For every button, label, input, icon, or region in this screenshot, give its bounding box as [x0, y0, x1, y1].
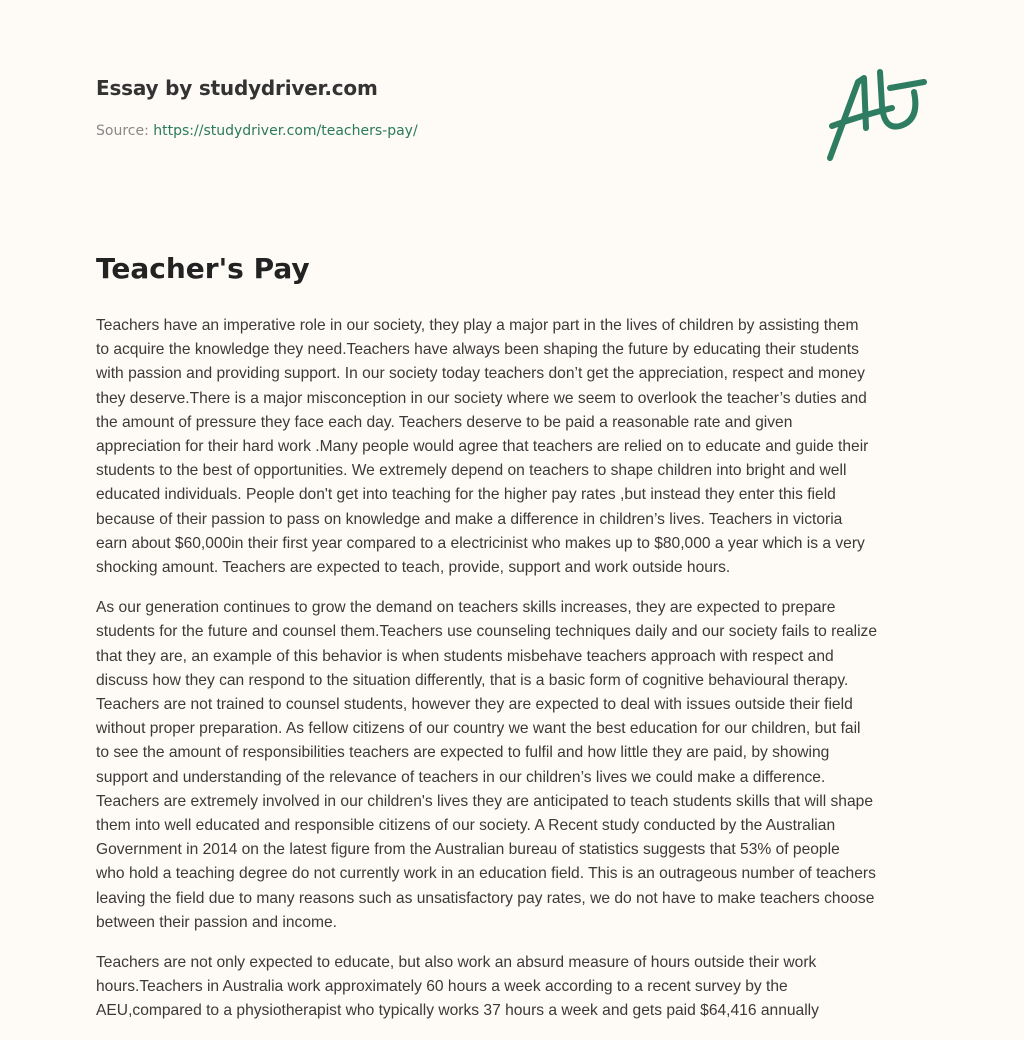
- paragraph-line: earn about $60,000in their first year compared to a electricinist who makes up to $80,000 a year which is a very: [96, 534, 865, 552]
- paragraph-line: that they are, an example of this behavior is when students misbehave teachers approach with respect and: [96, 647, 834, 665]
- paragraph-line: them into well educated and responsible citizens of our society. A Recent study conducted by the Australian: [96, 817, 836, 835]
- source-line: [96, 123, 418, 139]
- paragraph-line: students for the future and counsel them.Teachers use counseling techniques daily and our society fails to realize: [96, 623, 878, 641]
- source-label: Source:: [96, 123, 149, 139]
- paragraph-line: because of their passion to pass on knowledge and make a difference in children’s lives. Teachers in victoria: [96, 510, 843, 528]
- a-plus-logo-icon: [820, 68, 930, 164]
- paragraph-line: Teachers are extremely involved in our children's lives they are anticipated to teach students skills that will shape: [96, 792, 873, 810]
- source-link[interactable]: https://studydriver.com/teachers-pay/: [153, 123, 418, 139]
- essay-paragraph: [96, 596, 946, 935]
- paragraph-line: to see the amount of responsibilities teachers are expected to fulfil and how little they are paid, by showing: [96, 744, 830, 762]
- paragraph-line: appreciation for their hard work .Many people would agree that teachers are relied on to educate and guide their: [96, 438, 869, 456]
- paragraph-line: Government in 2014 on the latest figure from the Australian bureau of statistics suggests that 53% of people: [96, 841, 840, 859]
- paragraph-line: Teachers have an imperative role in our society, they play a major part in the lives of children by assisting them: [96, 317, 859, 334]
- paragraph-line: they deserve.There is a major misconception in our society where we seem to overlook the teacher’s duties and: [96, 389, 867, 407]
- paragraph-line: discuss how they can respond to the situation differently, that is a basic form of cognitive behavioural therapy.: [96, 671, 849, 689]
- paragraph-line: to acquire the knowledge they need.Teachers have always been shaping the future by educating their students: [96, 341, 859, 359]
- paragraph-line: the amount of pressure they face each day. Teachers deserve to be paid a reasonable rate and given: [96, 413, 793, 431]
- paragraph-line: with passion and providing support. In our society today teachers don’t get the appreciation, respect and money: [96, 365, 865, 383]
- essay-paragraph: [96, 314, 946, 580]
- paragraph-line: As our generation continues to grow the demand on teachers skills increases, they are expected to prepare: [96, 599, 836, 617]
- paragraph-line: leaving the field due to many reasons such as unsatisfactory pay rates, we do not have to make teachers choose: [96, 889, 875, 907]
- essay-title: Teacher's Pay: [96, 252, 310, 285]
- paragraph-line: hours.Teachers in Australia work approximately 60 hours a week according to a recent survey by the: [96, 978, 788, 996]
- paragraph-line: students to the best of opportunities. We extremely depend on teachers to shape children into bright and well: [96, 462, 847, 480]
- essay-paragraph: [96, 951, 946, 1024]
- paragraph-line: support and understanding of the relevance of teachers in our children’s lives we could make a difference.: [96, 768, 826, 786]
- paragraph-line: between their passion and income.: [96, 913, 337, 931]
- paragraph-line: educated individuals. People don't get into teaching for the higher pay rates ,but instead they enter this field: [96, 486, 836, 504]
- paragraph-line: Teachers are not trained to counsel students, however they are expected to deal with issues outside their field: [96, 696, 853, 714]
- paragraph-line: who hold a teaching degree do not currently work in an education field. This is an outrageous number of teachers: [96, 865, 876, 883]
- paragraph-line: without proper preparation. As fellow citizens of our country we want the best education for our children, but fail: [96, 720, 861, 738]
- paragraph-line: AEU,compared to a physiotherapist who typically works 37 hours a week and gets paid $64,416 annually: [96, 1002, 819, 1020]
- paragraph-line: shocking amount. Teachers are expected to teach, provide, support and work outside hours.: [96, 559, 731, 577]
- paragraph-line: Teachers are not only expected to educate, but also work an absurd measure of hours outside their work: [96, 954, 817, 972]
- site-title: Essay by studydriver.com: [96, 76, 378, 100]
- essay-body: [96, 314, 946, 1040]
